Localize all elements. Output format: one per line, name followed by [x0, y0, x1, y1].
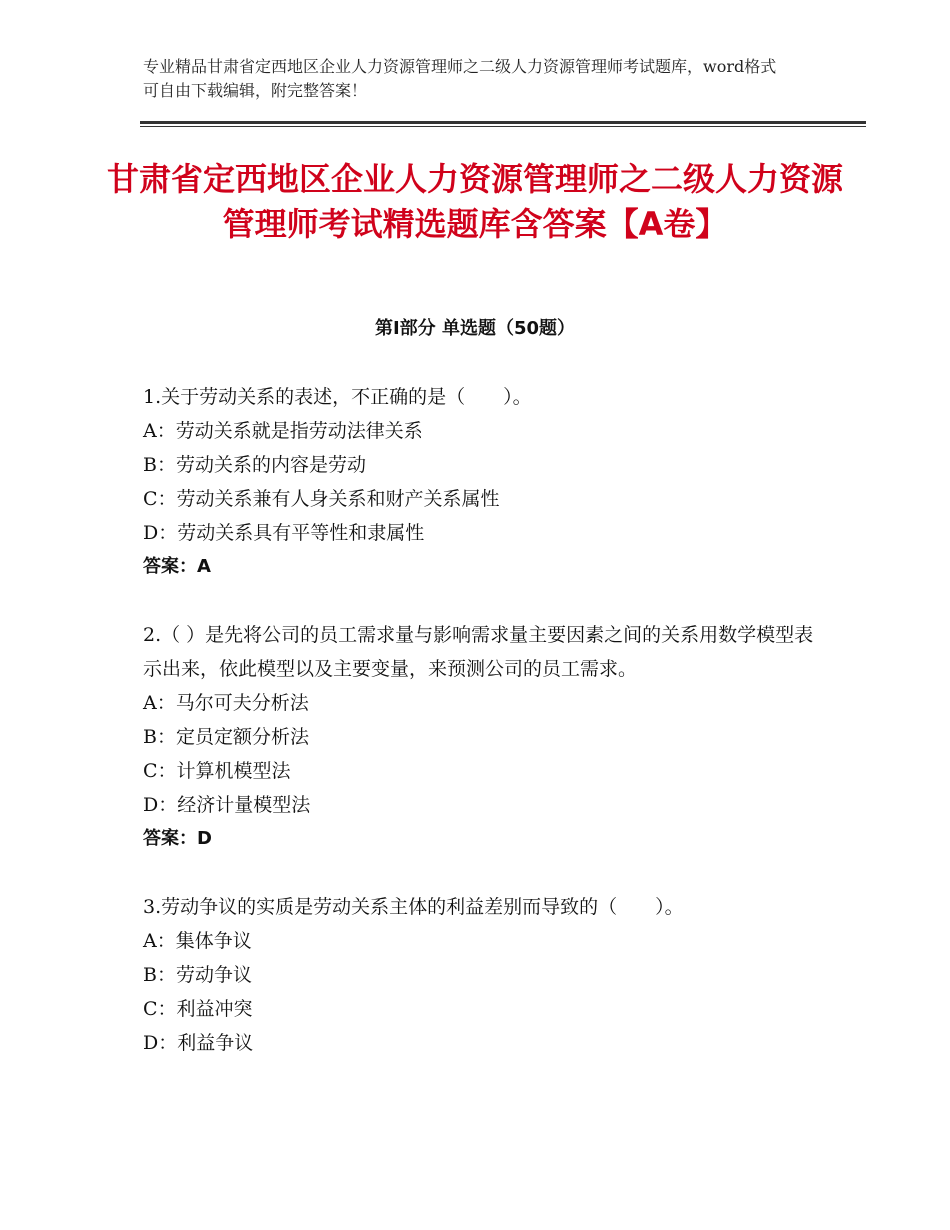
option-d: D：经济计量模型法	[143, 794, 311, 816]
option-c: C：利益冲突	[143, 998, 253, 1020]
document-title: 甘肃省定西地区企业人力资源管理师之二级人力资源管理师考试精选题库含答案【A卷】	[106, 160, 843, 243]
question-stem: 3.劳动争议的实质是劳动关系主体的利益差别而导致的（ ）。	[143, 896, 684, 918]
option-c: C：劳动关系兼有人身关系和财产关系属性	[143, 488, 500, 510]
option-a: A：集体争议	[143, 930, 252, 952]
option-a: A：马尔可夫分析法	[143, 692, 309, 714]
header-note: 专业精品甘肃省定西地区企业人力资源管理师之二级人力资源管理师考试题库，word格式可自由下载编辑，附完整答案！	[143, 57, 777, 100]
question-list	[143, 380, 823, 1060]
header-rule-thin	[140, 126, 866, 127]
option-d: D：劳动关系具有平等性和隶属性	[143, 522, 425, 544]
question-3	[143, 890, 823, 1060]
option-b: B：定员定额分析法	[143, 726, 309, 748]
option-b: B：劳动关系的内容是劳动	[143, 454, 366, 476]
option-c: C：计算机模型法	[143, 760, 291, 782]
option-b: B：劳动争议	[143, 964, 252, 986]
section-title: 第Ⅰ部分 单选题（50题）	[374, 318, 575, 339]
option-d: D：利益争议	[143, 1032, 254, 1054]
question-stem: 1.关于劳动关系的表述，不正确的是（ ）。	[143, 386, 532, 408]
option-a: A：劳动关系就是指劳动法律关系	[143, 420, 423, 442]
header-rule-thick	[140, 121, 866, 124]
question-2	[143, 618, 823, 856]
answer-label: 答案：A	[143, 556, 211, 577]
question-1	[143, 380, 823, 584]
question-stem: 2.（ ）是先将公司的员工需求量与影响需求量主要因素之间的关系用数学模型表示出来，依此模型以及主要变量，来预测公司的员工需求。	[143, 624, 814, 680]
answer-label: 答案：D	[143, 828, 212, 849]
